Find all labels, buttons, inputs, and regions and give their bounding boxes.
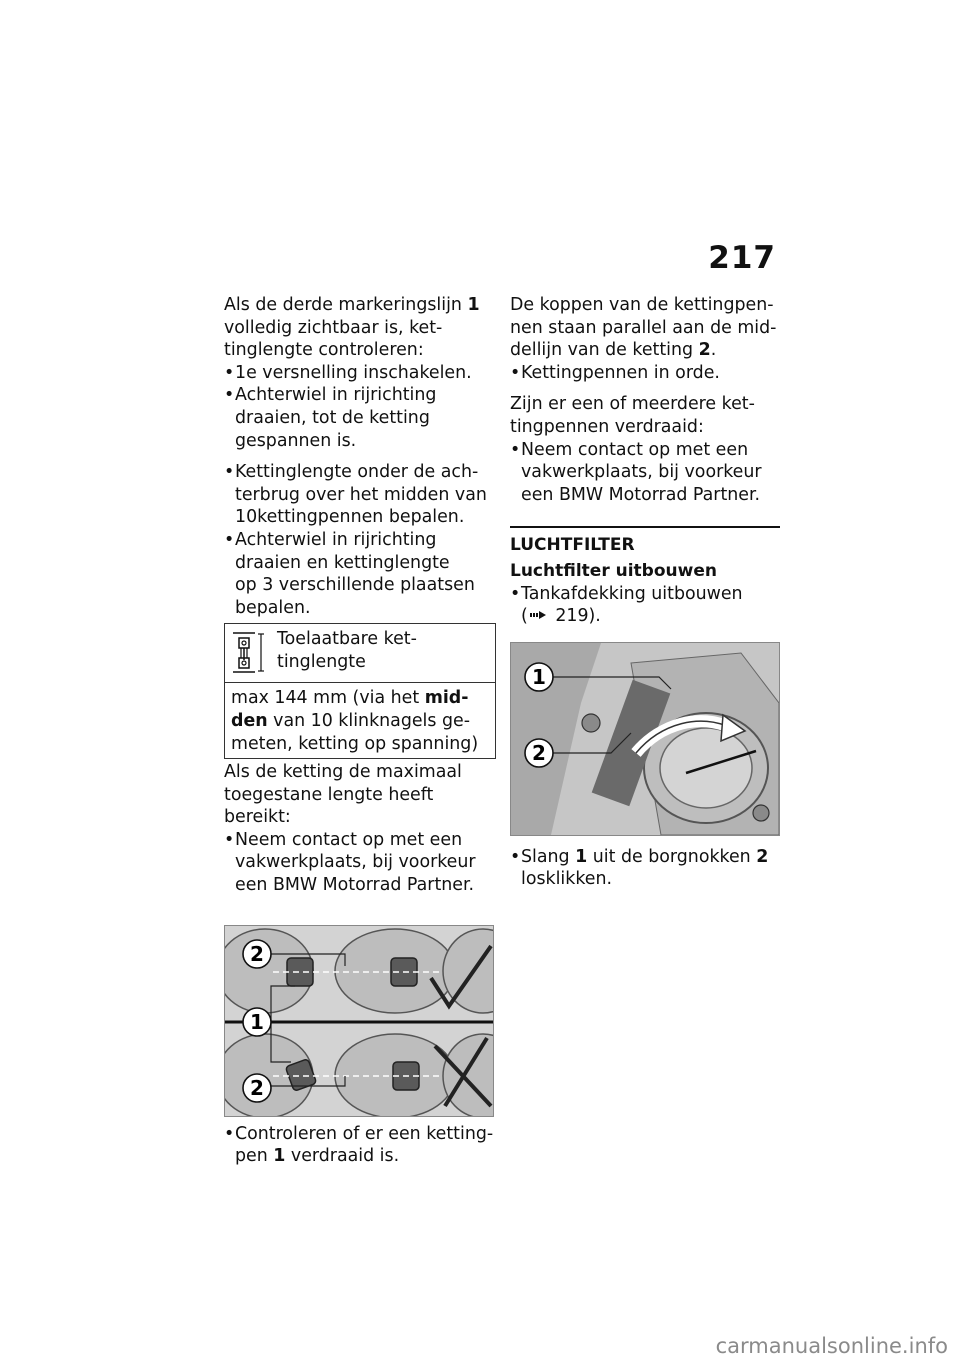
intro-text: [224, 294, 496, 362]
spec-title: Toelaatbare ket- tinglengte: [277, 629, 417, 672]
page-number: 217: [708, 240, 776, 276]
measure-icon: [231, 630, 267, 674]
bullet-check-pin: • Controleren of er een ketting- pen 1 verdraaid is.: [224, 1123, 496, 1168]
pins-twisted-text: Zijn er een of meerdere ket- tingpennen verdraaid:: [510, 394, 755, 437]
figure-label-2-bottom: 2: [250, 1075, 264, 1100]
bullet-rotate-measure: • Achterwiel in rijrichting draaien en kettinglengte op 3 verschillende plaatsen bepalen.: [224, 529, 496, 619]
bullet-contact-workshop: • Neem contact op met een vakwerkplaats, bij voorkeur een BMW Motorrad Partner.: [224, 829, 496, 897]
chain-pin-figure: [224, 925, 494, 1117]
right-column: [510, 294, 780, 891]
spec-box: [224, 623, 496, 759]
intro-line-3: tinglengte controleren:: [224, 340, 424, 361]
section-divider: [510, 526, 780, 528]
left-column: [224, 294, 496, 1168]
intro-number: 1: [467, 295, 480, 315]
figure-label-1-hose: 1: [532, 664, 546, 689]
figure-label-2-cams: 2: [532, 740, 546, 765]
intro-line-1: Als de derde markeringslijn: [224, 295, 468, 315]
bullet-unclip-hose: • Slang 1 uit de borgnokken 2 losklikken.: [510, 846, 780, 891]
page-reference-arrow-icon: [528, 609, 550, 621]
bullet-rotate-wheel: • Achterwiel in rijrichting draaien, tot de ketting gespannen is.: [224, 384, 496, 452]
bullet-measure: • Kettinglengte onder de ach- terbrug over het midden van 10kettingpennen bepalen.: [224, 461, 496, 529]
pins-parallel-text: De koppen van de kettingpen- nen staan parallel aan de mid- dellijn van de ketting 2.: [510, 295, 777, 361]
figure-label-1: 1: [250, 1009, 264, 1034]
bullet-gear: • 1e versnelling inschakelen.: [224, 362, 496, 385]
max-length-text: Als de ketting de maximaal toegestane lengte heeft bereikt:: [224, 762, 462, 828]
figure-label-2-top: 2: [250, 941, 264, 966]
section-title: LUCHTFILTER: [510, 535, 635, 556]
bullet-remove-tank-cover: • Tankafdekking uitbouwen ( 219).: [510, 583, 780, 628]
page-reference[interactable]: 219).: [549, 606, 601, 627]
air-filter-illustration: [511, 643, 779, 835]
spec-value: max 144 mm (via het mid- den van 10 klinknagels ge- meten, ketting op spanning): [231, 688, 479, 754]
air-filter-figure: [510, 642, 780, 836]
bullet-contact-workshop-2: • Neem contact op met een vakwerkplaats, bij voorkeur een BMW Motorrad Partner.: [510, 439, 780, 507]
bullet-pins-ok: • Kettingpennen in orde.: [510, 362, 780, 385]
intro-line-2: volledig zichtbaar is, ket-: [224, 317, 443, 338]
watermark: carmanualsonline.info: [715, 1334, 948, 1358]
subsection-title: Luchtfilter uitbouwen: [510, 560, 717, 581]
spec-header: [225, 624, 495, 683]
chain-pin-illustration: [225, 926, 493, 1116]
